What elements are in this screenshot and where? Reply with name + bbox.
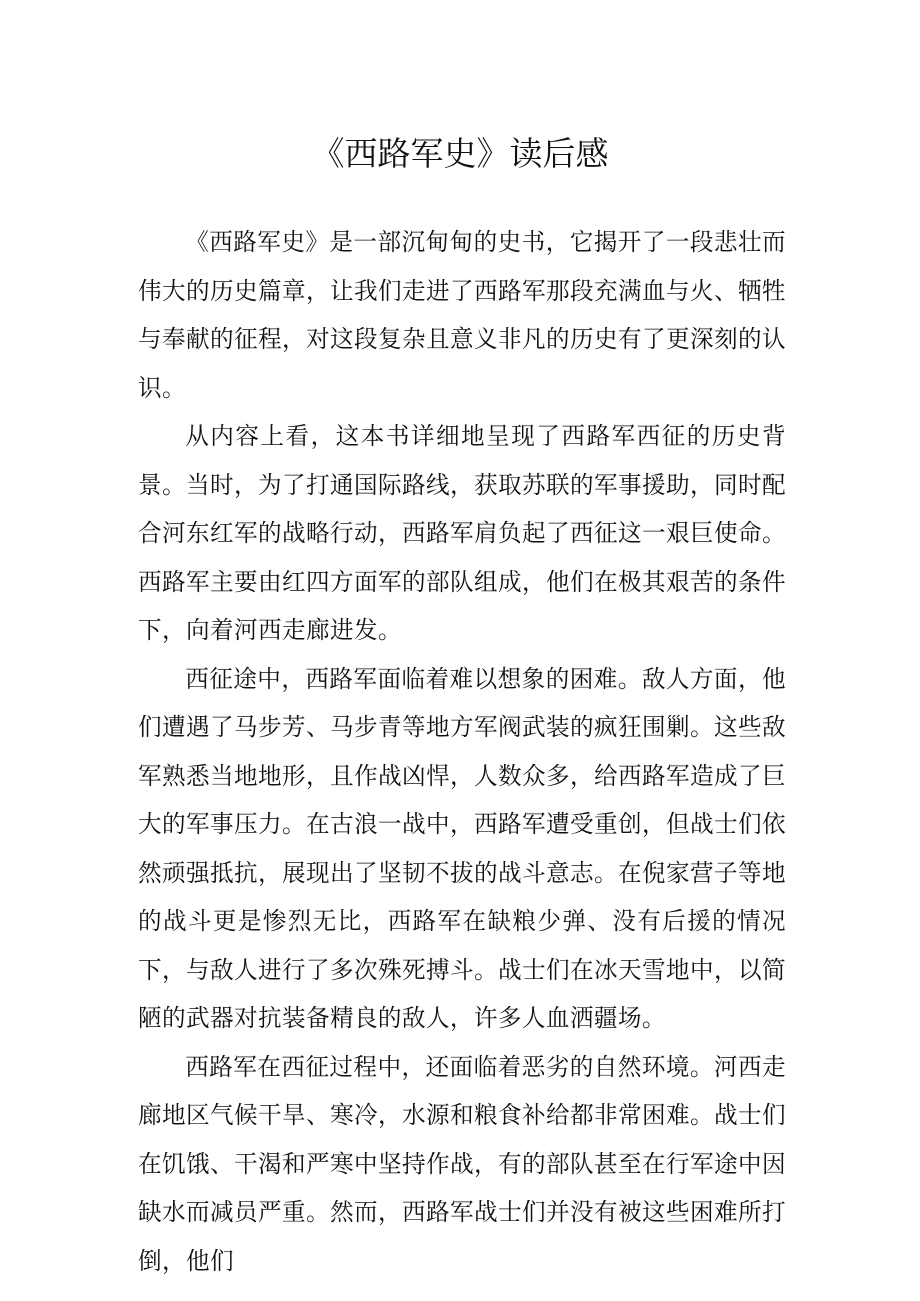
paragraph-environment: 西路军在西征过程中，还面临着恶劣的自然环境。河西走廊地区气候干旱、寒冷，水源和粮食补给都非常困难。战士们在饥饿、干渴和严寒中坚持作战，有的部队甚至在行军途中因缺水而减员严重。然而，西路军战士们并没有被这些困难所打倒，他们 xyxy=(138,1052,786,1275)
document-body xyxy=(138,218,786,1285)
paragraph-background: 从内容上看，这本书详细地呈现了西路军西征的历史背景。当时，为了打通国际路线，获取苏联的军事援助，同时配合河东红军的战略行动，西路军肩负起了西征这一艰巨使命。西路军主要由红四方面军的部队组成，他们在极其艰苦的条件下，向着河西走廊进发。 xyxy=(138,422,786,644)
paragraph-enemies: 西征途中，西路军面临着难以想象的困难。敌人方面，他们遭遇了马步芳、马步青等地方军阀武装的疯狂围剿。这些敌军熟悉当地地形，且作战凶悍，人数众多，给西路军造成了巨大的军事压力。在古浪一战中，西路军遭受重创，但战士们依然顽强抵抗，展现出了坚韧不拔的战斗意志。在倪家营子等地的战斗更是惨烈无比，西路军在缺粮少弹、没有后援的情况下，与敌人进行了多次殊死搏斗。战士们在冰天雪地中，以简陋的武器对抗装备精良的敌人，许多人血洒疆场。 xyxy=(138,664,786,1032)
document-title: 《西路军史》读后感 xyxy=(311,134,609,173)
paragraph-intro: 《西路军史》是一部沉甸甸的史书，它揭开了一段悲壮而伟大的历史篇章，让我们走进了西路军那段充满血与火、牺牲与奉献的征程，对这段复杂且意义非凡的历史有了更深刻的认识。 xyxy=(138,228,786,402)
